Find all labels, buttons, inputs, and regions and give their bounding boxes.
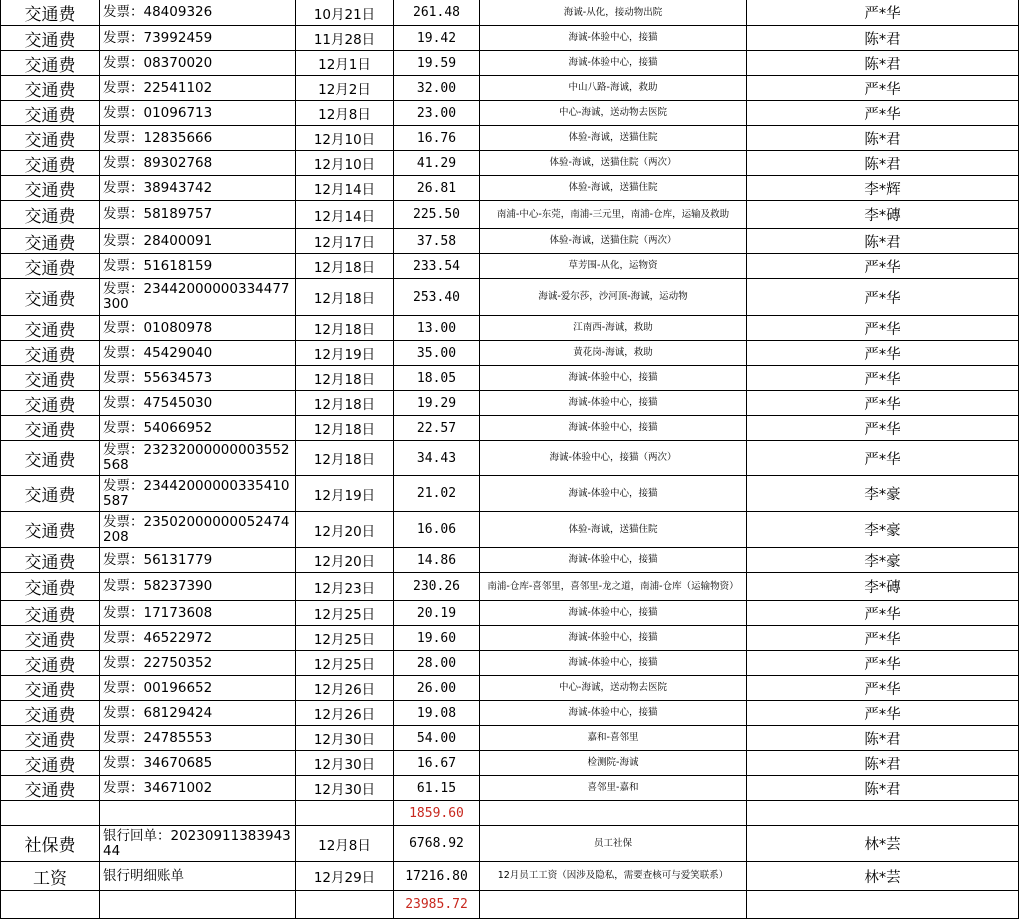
table-row: [0, 548, 1019, 573]
date-cell: 12月30日: [296, 726, 394, 750]
category-cell: 交通费: [0, 341, 100, 365]
total-amount-cell: 23985.72: [394, 891, 480, 918]
invoice-cell: 发票：51618159: [100, 254, 296, 278]
category-cell: 交通费: [0, 201, 100, 228]
date-cell: 12月18日: [296, 366, 394, 390]
date-cell: 12月18日: [296, 391, 394, 415]
description-cell: 海诚-体验中心，接猫: [480, 651, 747, 675]
category-cell: [0, 801, 100, 825]
person-cell: 李*磚: [747, 573, 1019, 600]
invoice-cell: [100, 801, 296, 825]
date-cell: 12月14日: [296, 201, 394, 228]
person-cell: 严*华: [747, 279, 1019, 315]
person-cell: 李*豪: [747, 476, 1019, 511]
category-cell: 交通费: [0, 416, 100, 440]
person-cell: 李*磚: [747, 201, 1019, 228]
category-cell: 交通费: [0, 316, 100, 340]
description-cell: 检测院-海诚: [480, 751, 747, 775]
description-cell: 体验-海诚，送猫住院（两次）: [480, 151, 747, 175]
table-row: [0, 101, 1019, 126]
description-cell: 海诚-体验中心，接猫: [480, 391, 747, 415]
description-cell: 海诚-体验中心，接猫: [480, 601, 747, 625]
person-cell: 陈*君: [747, 776, 1019, 800]
person-cell: 严*华: [747, 441, 1019, 475]
person-cell: 严*华: [747, 254, 1019, 278]
amount-cell: 61.15: [394, 776, 480, 800]
table-row: [0, 626, 1019, 651]
person-cell: 林*芸: [747, 826, 1019, 861]
category-cell: 交通费: [0, 548, 100, 572]
amount-cell: 26.81: [394, 176, 480, 200]
description-cell: 海诚-体验中心，接猫（两次）: [480, 441, 747, 475]
date-cell: [296, 891, 394, 918]
invoice-cell: 发票：08370020: [100, 51, 296, 75]
description-cell: 中山八路-海诚，救助: [480, 76, 747, 100]
category-cell: 交通费: [0, 176, 100, 200]
description-cell: 海诚-体验中心，接猫: [480, 51, 747, 75]
person-cell: 严*华: [747, 316, 1019, 340]
description-cell: 南浦-仓库-喜邻里，喜邻里-龙之道，南浦-仓库（运输物资）: [480, 573, 747, 600]
date-cell: 12月25日: [296, 626, 394, 650]
date-cell: 12月25日: [296, 601, 394, 625]
category-cell: 交通费: [0, 726, 100, 750]
invoice-cell: 发票：22541102: [100, 76, 296, 100]
invoice-cell: 发票：73992459: [100, 26, 296, 50]
description-cell: 中心-海诚，送动物去医院: [480, 101, 747, 125]
amount-cell: 230.26: [394, 573, 480, 600]
description-cell: 江南西-海诚，救助: [480, 316, 747, 340]
invoice-cell: 发票：38943742: [100, 176, 296, 200]
amount-cell: 32.00: [394, 76, 480, 100]
description-cell: 草芳围-从化，运物资: [480, 254, 747, 278]
invoice-cell: 发票：23442000000334477300: [100, 279, 296, 315]
date-cell: 12月8日: [296, 101, 394, 125]
amount-cell: 16.06: [394, 512, 480, 547]
invoice-cell: 发票：34671002: [100, 776, 296, 800]
table-row: [0, 279, 1019, 316]
person-cell: 李*豪: [747, 512, 1019, 547]
date-cell: 12月30日: [296, 776, 394, 800]
amount-cell: 23.00: [394, 101, 480, 125]
date-cell: 12月18日: [296, 416, 394, 440]
date-cell: 12月20日: [296, 548, 394, 572]
invoice-cell: 发票：22750352: [100, 651, 296, 675]
date-cell: 12月26日: [296, 676, 394, 700]
invoice-cell: 发票：89302768: [100, 151, 296, 175]
invoice-cell: 发票：12835666: [100, 126, 296, 150]
amount-cell: 6768.92: [394, 826, 480, 861]
date-cell: 12月18日: [296, 279, 394, 315]
table-row: [0, 176, 1019, 201]
amount-cell: 16.67: [394, 751, 480, 775]
person-cell: 严*华: [747, 701, 1019, 725]
description-cell: 海诚-体验中心，接猫: [480, 366, 747, 390]
date-cell: 12月8日: [296, 826, 394, 861]
invoice-cell: 发票：56131779: [100, 548, 296, 572]
invoice-cell: 发票：23502000000052474208: [100, 512, 296, 547]
date-cell: 12月19日: [296, 341, 394, 365]
person-cell: 陈*君: [747, 51, 1019, 75]
invoice-cell: 发票：58237390: [100, 573, 296, 600]
description-cell: 12月员工工资（因涉及隐私，需要查核可与爱笑联系）: [480, 862, 747, 890]
date-cell: 12月30日: [296, 751, 394, 775]
table-row: [0, 229, 1019, 254]
category-cell: 社保费: [0, 826, 100, 861]
table-row: [0, 651, 1019, 676]
amount-cell: 14.86: [394, 548, 480, 572]
category-cell: 交通费: [0, 651, 100, 675]
description-cell: 体验-海诚，送猫住院: [480, 512, 747, 547]
category-cell: 交通费: [0, 441, 100, 475]
table-row: [0, 366, 1019, 391]
category-cell: 交通费: [0, 573, 100, 600]
invoice-cell: 发票：45429040: [100, 341, 296, 365]
table-row: [0, 826, 1019, 862]
description-cell: 嘉和-喜邻里: [480, 726, 747, 750]
category-cell: 交通费: [0, 151, 100, 175]
category-cell: [0, 891, 100, 918]
amount-cell: 19.08: [394, 701, 480, 725]
category-cell: 交通费: [0, 254, 100, 278]
description-cell: 体验-海诚，送猫住院: [480, 126, 747, 150]
date-cell: 12月10日: [296, 126, 394, 150]
table-row: [0, 254, 1019, 279]
person-cell: 严*华: [747, 366, 1019, 390]
table-row: [0, 726, 1019, 751]
description-cell: 喜邻里-嘉和: [480, 776, 747, 800]
amount-cell: 19.29: [394, 391, 480, 415]
amount-cell: 20.19: [394, 601, 480, 625]
invoice-cell: 发票：01080978: [100, 316, 296, 340]
person-cell: 陈*君: [747, 151, 1019, 175]
category-cell: 交通费: [0, 0, 100, 25]
invoice-cell: 发票：17173608: [100, 601, 296, 625]
table-row: [0, 316, 1019, 341]
category-cell: 交通费: [0, 676, 100, 700]
category-cell: 交通费: [0, 229, 100, 253]
person-cell: 陈*君: [747, 126, 1019, 150]
table-row: [0, 76, 1019, 101]
invoice-cell: 发票：58189757: [100, 201, 296, 228]
date-cell: 12月18日: [296, 254, 394, 278]
category-cell: 交通费: [0, 391, 100, 415]
category-cell: 工资: [0, 862, 100, 890]
description-cell: 南浦-中心-东莞，南浦-三元里，南浦-仓库，运输及救助: [480, 201, 747, 228]
category-cell: 交通费: [0, 626, 100, 650]
table-row: [0, 126, 1019, 151]
person-cell: 严*华: [747, 601, 1019, 625]
invoice-cell: 发票：46522972: [100, 626, 296, 650]
amount-cell: 54.00: [394, 726, 480, 750]
table-row: [0, 341, 1019, 366]
table-row: [0, 51, 1019, 76]
date-cell: 12月17日: [296, 229, 394, 253]
category-cell: 交通费: [0, 366, 100, 390]
person-cell: 严*华: [747, 416, 1019, 440]
table-row: [0, 416, 1019, 441]
table-row: [0, 701, 1019, 726]
table-row: [0, 751, 1019, 776]
description-cell: 海诚-体验中心，接猫: [480, 548, 747, 572]
invoice-cell: 发票：34670685: [100, 751, 296, 775]
category-cell: 交通费: [0, 101, 100, 125]
table-row: [0, 512, 1019, 548]
amount-cell: 19.60: [394, 626, 480, 650]
invoice-cell: 发票：24785553: [100, 726, 296, 750]
table-row: [0, 862, 1019, 891]
invoice-cell: [100, 891, 296, 918]
date-cell: 12月2日: [296, 76, 394, 100]
description-cell: 海诚-从化，接动物出院: [480, 0, 747, 25]
amount-cell: 261.48: [394, 0, 480, 25]
person-cell: 陈*君: [747, 751, 1019, 775]
description-cell: 海诚-体验中心，接猫: [480, 416, 747, 440]
category-cell: 交通费: [0, 751, 100, 775]
category-cell: 交通费: [0, 126, 100, 150]
table-row: [0, 391, 1019, 416]
description-cell: 海诚-体验中心，接猫: [480, 476, 747, 511]
amount-cell: 34.43: [394, 441, 480, 475]
person-cell: 陈*君: [747, 26, 1019, 50]
description-cell: 体验-海诚，送猫住院（两次）: [480, 229, 747, 253]
person-cell: 林*芸: [747, 862, 1019, 890]
person-cell: [747, 891, 1019, 918]
date-cell: 10月21日: [296, 0, 394, 25]
amount-cell: 16.76: [394, 126, 480, 150]
amount-cell: 28.00: [394, 651, 480, 675]
date-cell: 12月23日: [296, 573, 394, 600]
date-cell: 12月1日: [296, 51, 394, 75]
category-cell: 交通费: [0, 601, 100, 625]
date-cell: 12月10日: [296, 151, 394, 175]
total-row: [0, 801, 1019, 826]
invoice-cell: 发票：01096713: [100, 101, 296, 125]
table-row: [0, 573, 1019, 601]
category-cell: 交通费: [0, 512, 100, 547]
invoice-cell: 发票：47545030: [100, 391, 296, 415]
amount-cell: 17216.80: [394, 862, 480, 890]
table-row: [0, 151, 1019, 176]
invoice-cell: 发票：54066952: [100, 416, 296, 440]
amount-cell: 13.00: [394, 316, 480, 340]
category-cell: 交通费: [0, 26, 100, 50]
category-cell: 交通费: [0, 279, 100, 315]
amount-cell: 26.00: [394, 676, 480, 700]
person-cell: 陈*君: [747, 726, 1019, 750]
description-cell: 海诚-爱尔莎，沙河顶-海诚，运动物: [480, 279, 747, 315]
person-cell: 严*华: [747, 626, 1019, 650]
invoice-cell: 发票：48409326: [100, 0, 296, 25]
amount-cell: 225.50: [394, 201, 480, 228]
category-cell: 交通费: [0, 476, 100, 511]
date-cell: 12月14日: [296, 176, 394, 200]
date-cell: 11月28日: [296, 26, 394, 50]
person-cell: 陈*君: [747, 229, 1019, 253]
person-cell: 李*辉: [747, 176, 1019, 200]
invoice-cell: 发票：68129424: [100, 701, 296, 725]
amount-cell: 18.05: [394, 366, 480, 390]
description-cell: 海诚-体验中心，接猫: [480, 626, 747, 650]
invoice-cell: 发票：23442000000335410587: [100, 476, 296, 511]
invoice-cell: 银行回单：2023091138394344: [100, 826, 296, 861]
category-cell: 交通费: [0, 51, 100, 75]
description-cell: 中心-海诚，送动物去医院: [480, 676, 747, 700]
category-cell: 交通费: [0, 76, 100, 100]
table-row: [0, 0, 1019, 26]
amount-cell: 22.57: [394, 416, 480, 440]
person-cell: 严*华: [747, 0, 1019, 25]
table-row: [0, 201, 1019, 229]
table-row: [0, 601, 1019, 626]
person-cell: 严*华: [747, 76, 1019, 100]
category-cell: 交通费: [0, 776, 100, 800]
table-row: [0, 676, 1019, 701]
table-row: [0, 26, 1019, 51]
invoice-cell: 发票：00196652: [100, 676, 296, 700]
description-cell: 海诚-体验中心，接猫: [480, 26, 747, 50]
invoice-cell: 发票：28400091: [100, 229, 296, 253]
description-cell: 体验-海诚，送猫住院: [480, 176, 747, 200]
person-cell: 严*华: [747, 676, 1019, 700]
amount-cell: 233.54: [394, 254, 480, 278]
person-cell: 严*华: [747, 101, 1019, 125]
person-cell: [747, 801, 1019, 825]
invoice-cell: 发票：23232000000003552568: [100, 441, 296, 475]
person-cell: 严*华: [747, 651, 1019, 675]
description-cell: [480, 891, 747, 918]
description-cell: 黄花岗-海诚，救助: [480, 341, 747, 365]
table-row: [0, 776, 1019, 801]
invoice-cell: 银行明细账单: [100, 862, 296, 890]
date-cell: 12月29日: [296, 862, 394, 890]
date-cell: [296, 801, 394, 825]
description-cell: 海诚-体验中心，接猫: [480, 701, 747, 725]
total-row: [0, 891, 1019, 919]
date-cell: 12月18日: [296, 441, 394, 475]
amount-cell: 35.00: [394, 341, 480, 365]
amount-cell: 253.40: [394, 279, 480, 315]
amount-cell: 37.58: [394, 229, 480, 253]
date-cell: 12月25日: [296, 651, 394, 675]
table-row: [0, 476, 1019, 512]
date-cell: 12月18日: [296, 316, 394, 340]
date-cell: 12月20日: [296, 512, 394, 547]
description-cell: 员工社保: [480, 826, 747, 861]
category-cell: 交通费: [0, 701, 100, 725]
description-cell: [480, 801, 747, 825]
table-row: [0, 441, 1019, 476]
person-cell: 严*华: [747, 341, 1019, 365]
invoice-cell: 发票：55634573: [100, 366, 296, 390]
total-amount-cell: 1859.60: [394, 801, 480, 825]
person-cell: 严*华: [747, 391, 1019, 415]
amount-cell: 19.59: [394, 51, 480, 75]
amount-cell: 21.02: [394, 476, 480, 511]
date-cell: 12月26日: [296, 701, 394, 725]
person-cell: 李*豪: [747, 548, 1019, 572]
date-cell: 12月19日: [296, 476, 394, 511]
amount-cell: 19.42: [394, 26, 480, 50]
amount-cell: 41.29: [394, 151, 480, 175]
